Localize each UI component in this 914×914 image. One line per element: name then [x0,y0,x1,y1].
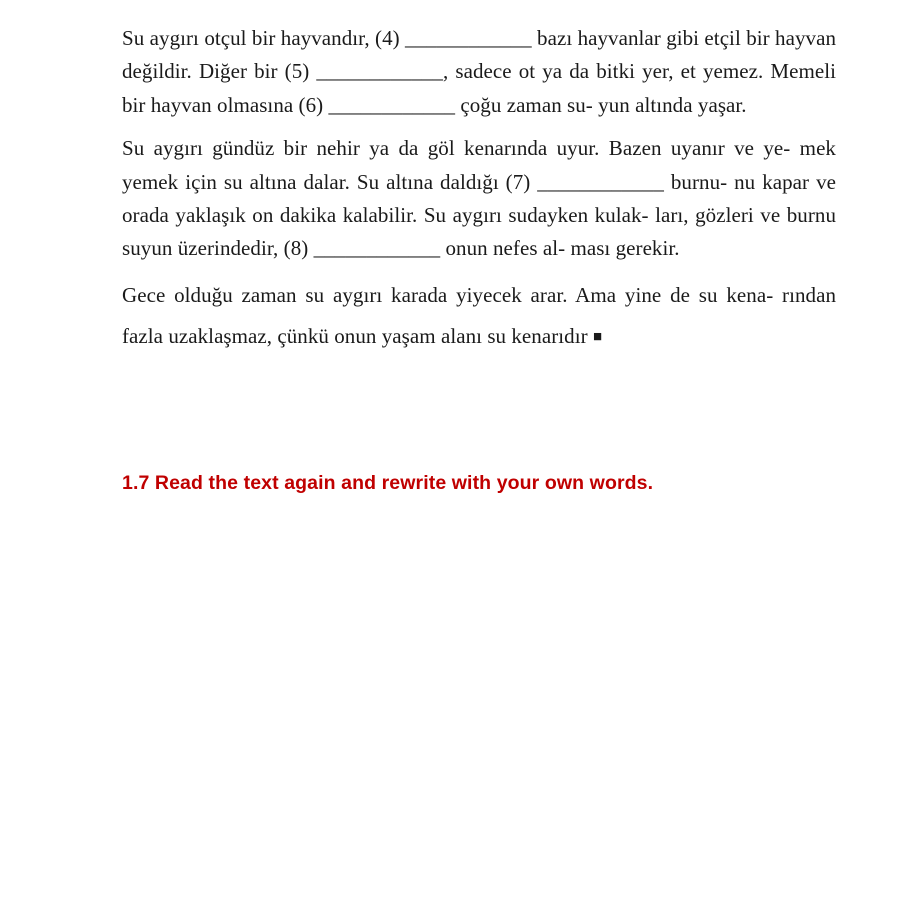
paragraph-diet: Su aygırı otçul bir hayvandır, (4) ____________ bazı hayvanlar gibi etçil bir hayvan değildir. Diğer bir (5) ____________, sadece ot ya da bitki yer, et yemez. Memeli bir hayvan olmasına (6) ____________ çoğu zaman su- yun altında yaşar. [122,26,836,117]
paragraph-night-text: Gece olduğu zaman su aygırı karada yiyecek arar. Ama yine de su kena- rından fazla uzaklaşmaz, çünkü onun yaşam alanı su kenarıdır [122,282,836,348]
task-heading: 1.7 Read the text again and rewrite with your own words. [122,472,654,494]
end-of-text-square-icon: ■ [592,328,603,345]
paragraph-night [122,275,836,358]
paragraph-daytime: Su aygırı gündüz bir nehir ya da göl kenarında uyur. Bazen uyanır ve ye- mek yemek için su altına dalar. Su altına daldığı (7) ____________ burnu- nu kapar ve orada yaklaşık on dakika kalabilir. Su aygırı sudayken kulak- ları, gözleri ve burnu suyun üzerindedir, (8) ____________ onun nefes al- ması gerekir. [122,136,836,261]
reading-text [122,22,836,358]
